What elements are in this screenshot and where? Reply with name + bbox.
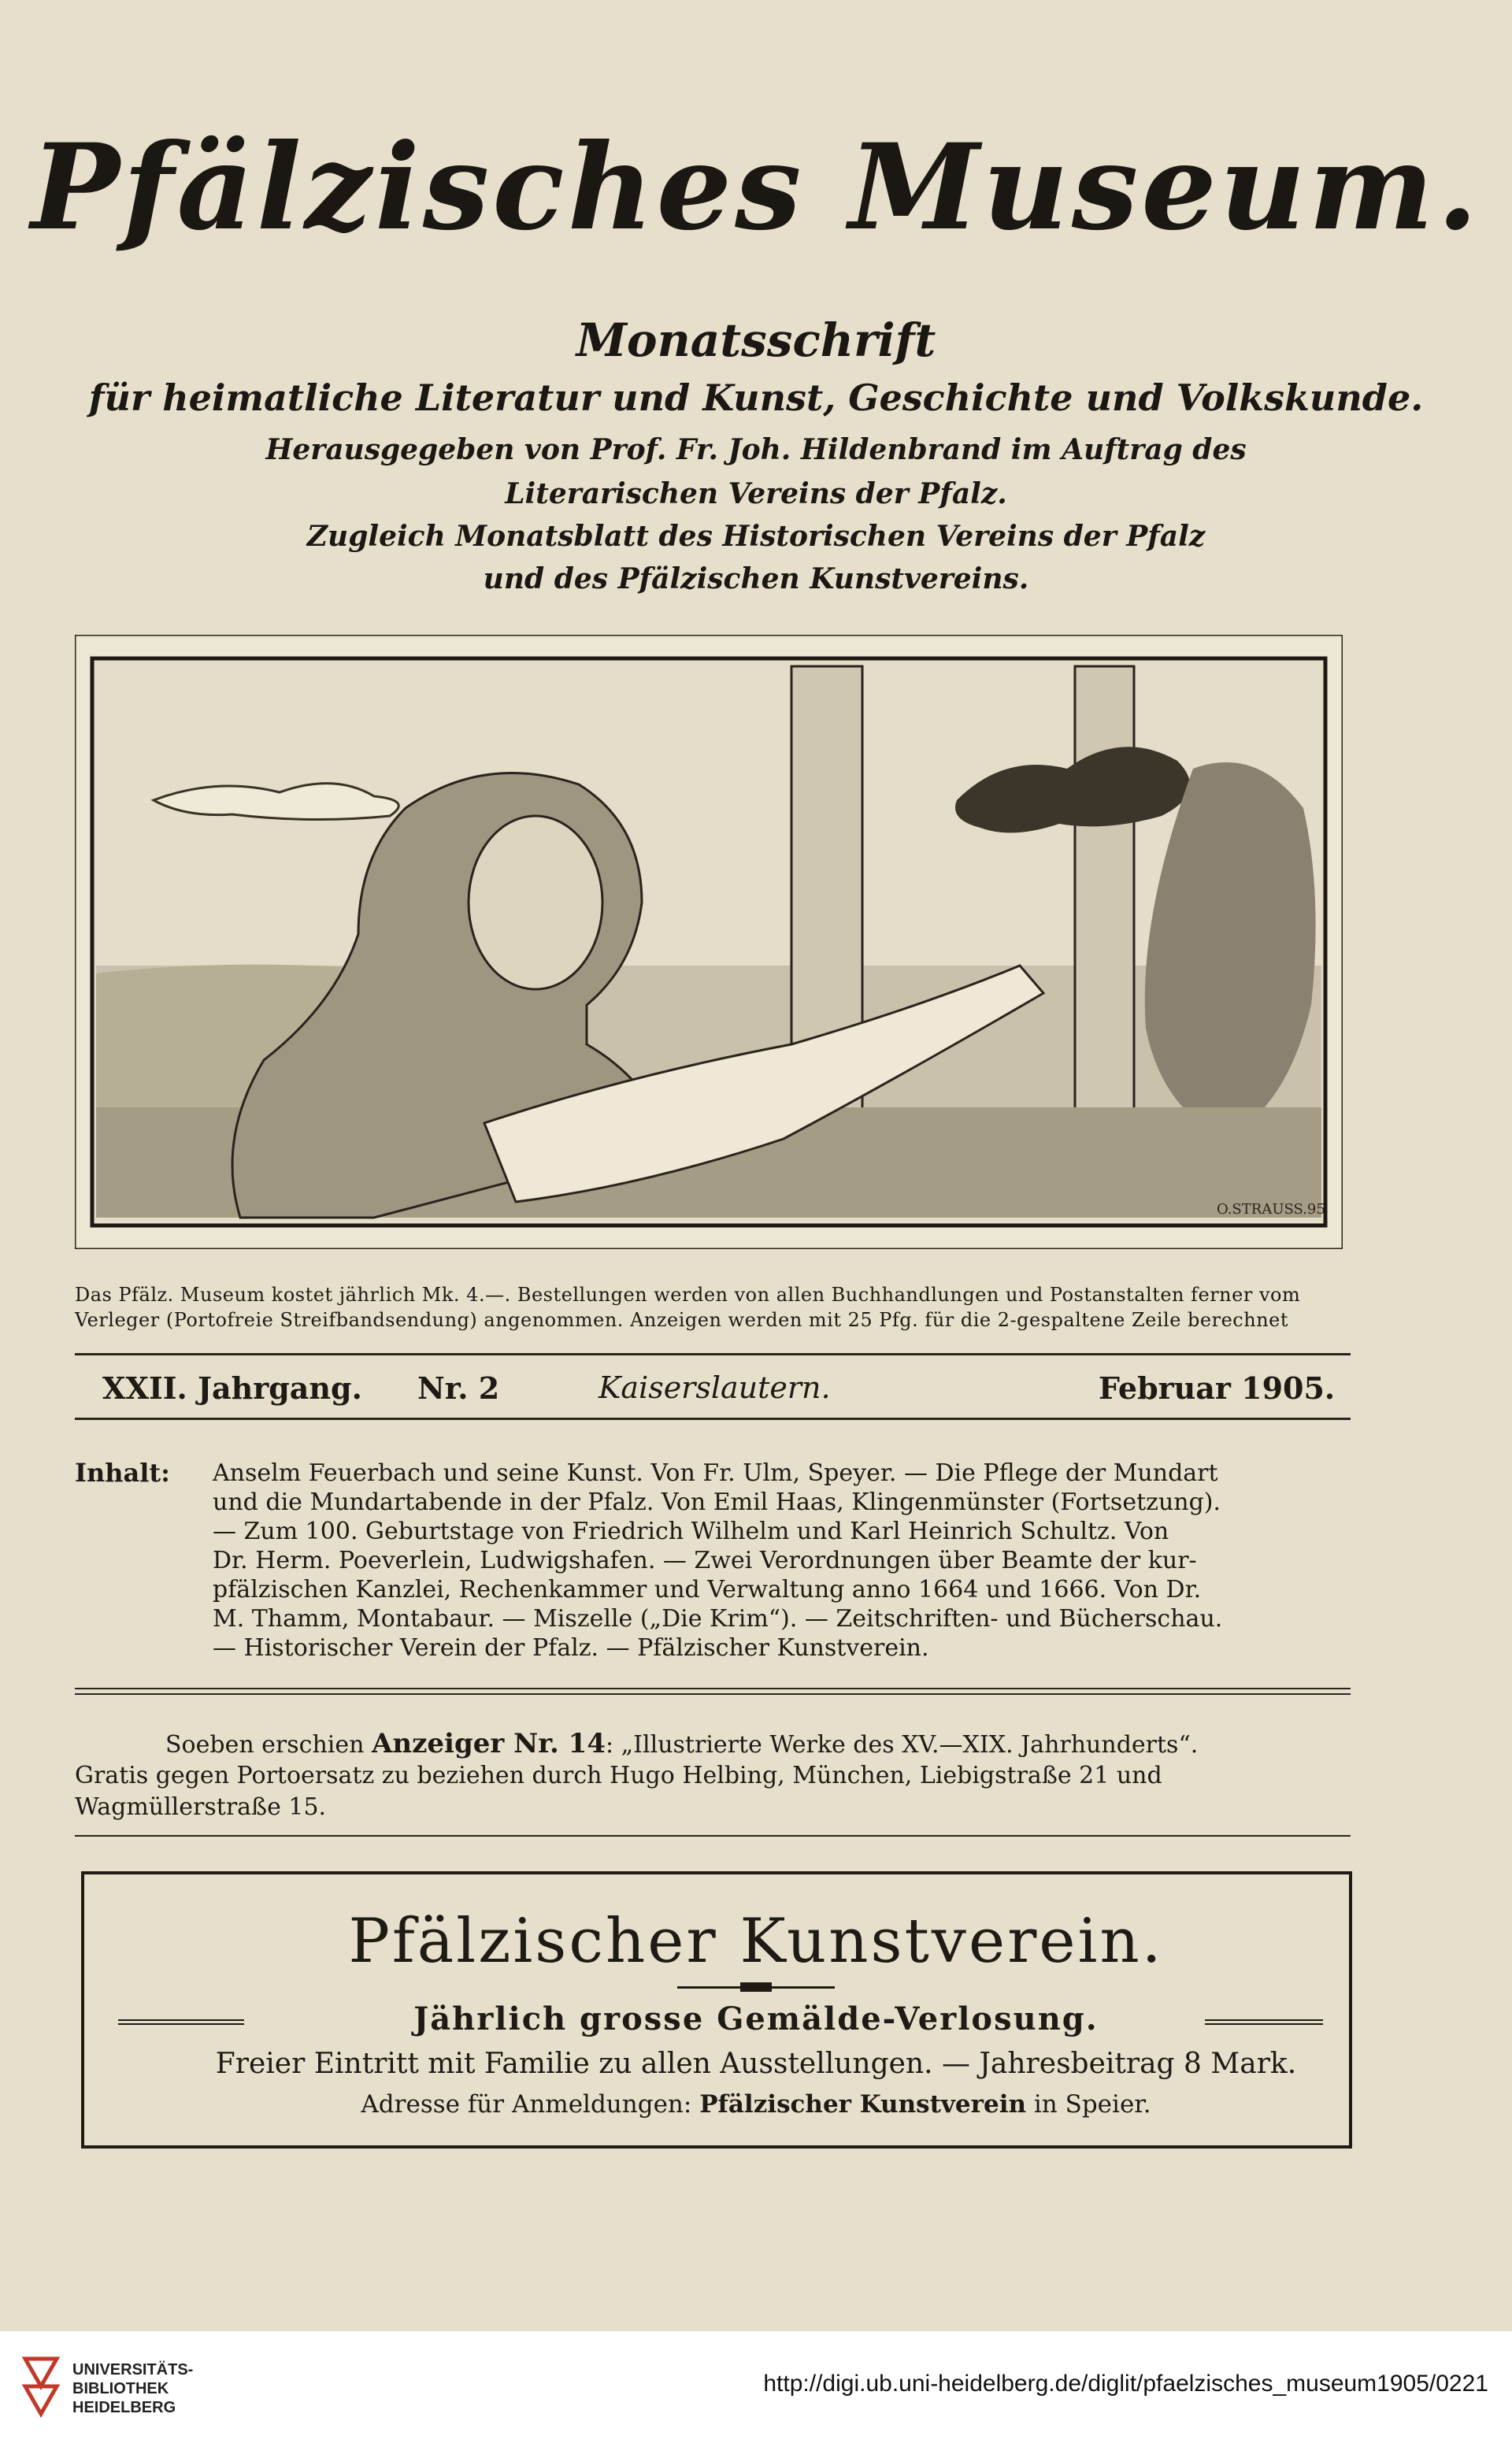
library-name-line-1: UNIVERSITÄTS- bbox=[72, 2361, 194, 2378]
advert-address-label: Adresse für Anmeldungen: bbox=[361, 2090, 700, 2119]
advert-ornament-center bbox=[740, 1982, 772, 1992]
notice-rule bbox=[75, 1835, 1351, 1837]
contents-label: Inhalt: bbox=[75, 1458, 170, 1488]
issue-top-rule bbox=[75, 1353, 1351, 1355]
contents-line: Dr. Herm. Poeverlein, Ludwigshafen. — Zwei Verordnungen über Beamte der kur- bbox=[213, 1547, 1197, 1574]
source-url-link[interactable]: http://digi.ub.uni-heidelberg.de/diglit/pfaelzisches_museum1905/0221 bbox=[763, 2371, 1488, 2397]
subscription-line-2: Verleger (Portofreie Streifbandsendung) angenommen. Anzeigen werden mit 25 Pfg. für die 2-gespaltene Zeile berechnet bbox=[75, 1309, 1288, 1331]
association-line-2: und des Pfälzischen Kunstvereins. bbox=[483, 562, 1029, 595]
editor-line-2: Literarischen Vereins der Pfalz. bbox=[505, 477, 1007, 510]
notice-line-1 bbox=[165, 1730, 1198, 1759]
advert-line-2 bbox=[0, 2090, 1512, 2119]
library-name-line-3: HEIDELBERG bbox=[72, 2399, 176, 2416]
association-line-1: Zugleich Monatsblatt des Historischen Vereins der Pfalz bbox=[306, 520, 1206, 553]
engraving-illustration bbox=[75, 635, 1343, 1249]
issue-bottom-rule bbox=[75, 1418, 1351, 1420]
editor-line-1: Herausgegeben von Prof. Fr. Joh. Hildenbrand im Auftrag des bbox=[265, 433, 1247, 466]
issue-place: Kaiserslautern. bbox=[598, 1370, 831, 1405]
notice-intro: Soeben erschien bbox=[165, 1731, 372, 1759]
notice-line-2: Gratis gegen Portoersatz zu beziehen durch Hugo Helbing, München, Liebigstraße 21 und bbox=[75, 1762, 1162, 1789]
notice-anzeiger: Anzeiger Nr. 14 bbox=[372, 1728, 606, 1759]
contents-line: und die Mundartabende in der Pfalz. Von Emil Haas, Klingenmünster (Fortsetzung). bbox=[213, 1489, 1221, 1516]
masthead-tagline: für heimatliche Literatur und Kunst, Geschichte und Volkskunde. bbox=[88, 376, 1424, 419]
notice-line-3: Wagmüllerstraße 15. bbox=[75, 1793, 327, 1821]
issue-date: Februar 1905. bbox=[1099, 1370, 1336, 1406]
issue-number: Nr. 2 bbox=[417, 1370, 500, 1406]
library-name-line-2: BIBLIOTHEK bbox=[72, 2380, 169, 2397]
advert-subtitle: Jährlich grosse Gemälde-Verlosung. bbox=[413, 2000, 1099, 2037]
advert-title: Pfälzischer Kunstverein. bbox=[348, 1906, 1164, 1977]
illustration-signature: O.STRAUSS.95 bbox=[1217, 1201, 1325, 1218]
contents-line: — Zum 100. Geburtstage von Friedrich Wilhelm und Karl Heinrich Schultz. Von bbox=[213, 1518, 1169, 1545]
masthead-subtitle: Monatsschrift bbox=[576, 313, 936, 367]
contents-rule-1 bbox=[75, 1688, 1351, 1689]
contents-line: pfälzischen Kanzlei, Rechenkammer und Verwaltung anno 1664 und 1666. Von Dr. bbox=[213, 1576, 1202, 1604]
advert-address-place: in Speier. bbox=[1026, 2090, 1151, 2119]
university-library-icon bbox=[17, 2351, 65, 2422]
contents-line: Anselm Feuerbach und seine Kunst. Von Fr. Ulm, Speyer. — Die Pflege der Mundart bbox=[213, 1459, 1218, 1487]
subscription-line-1: Das Pfälz. Museum kostet jährlich Mk. 4.—. Bestellungen werden von allen Buchhandlungen und Postanstalten ferner vom bbox=[75, 1284, 1301, 1306]
contents-rule-2 bbox=[75, 1693, 1351, 1695]
masthead-title: Pfälzisches Museum. bbox=[31, 118, 1481, 257]
contents-line: — Historischer Verein der Pfalz. — Pfälzischer Kunstverein. bbox=[213, 1634, 929, 1662]
advert-address-name: Pfälzischer Kunstverein bbox=[699, 2090, 1027, 2119]
issue-volume: XXII. Jahrgang. bbox=[102, 1370, 362, 1406]
advert-line-1: Freier Eintritt mit Familie zu allen Ausstellungen. — Jahresbeitrag 8 Mark. bbox=[215, 2048, 1297, 2080]
contents-line: M. Thamm, Montabaur. — Miszelle („Die Krim“). — Zeitschriften- und Bücherschau. bbox=[213, 1605, 1223, 1633]
notice-title: : „Illustrierte Werke des XV.—XIX. Jahrhunderts“. bbox=[605, 1731, 1199, 1759]
